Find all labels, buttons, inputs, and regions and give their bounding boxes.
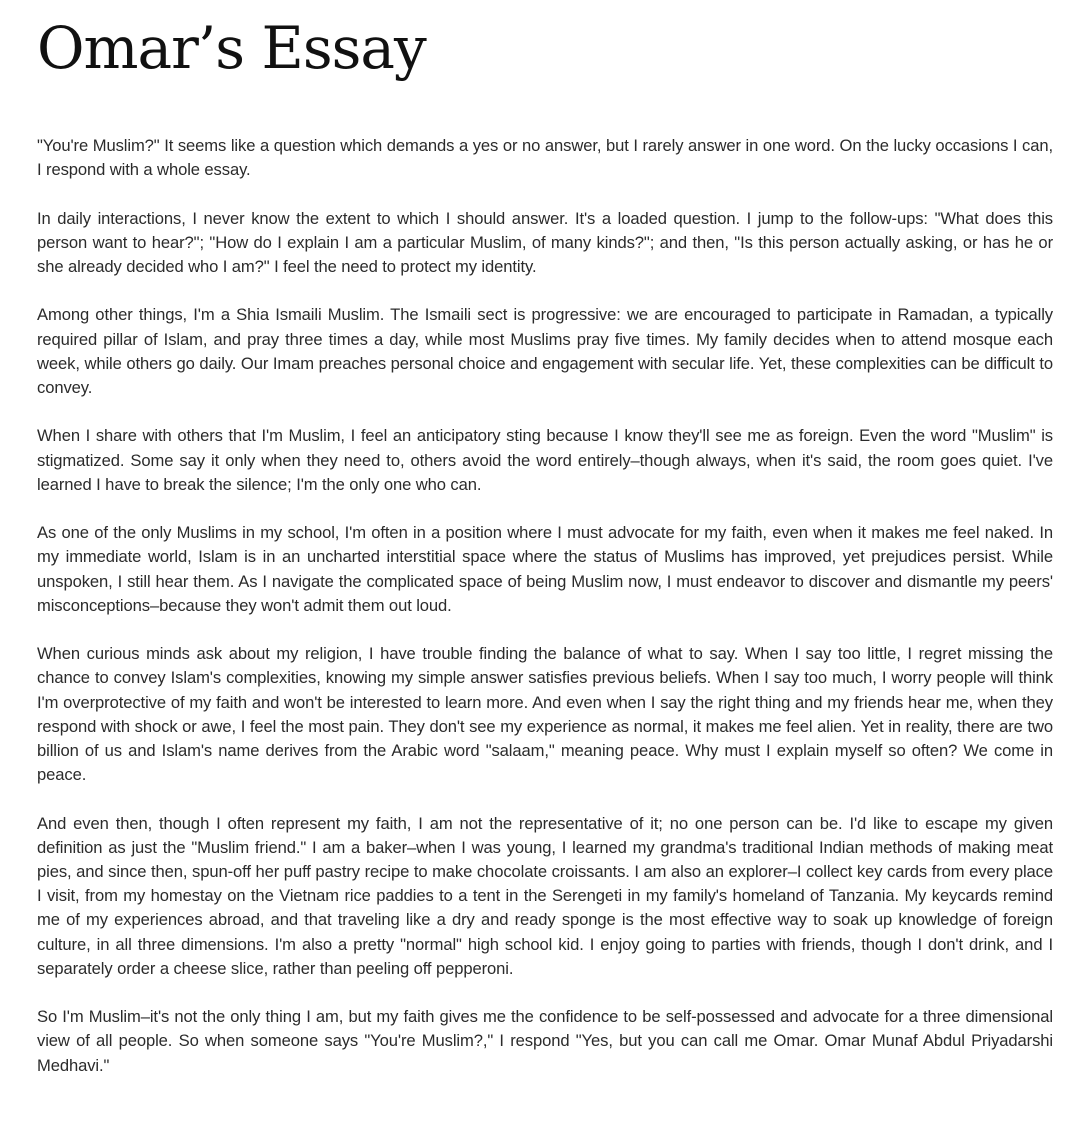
essay-paragraph-7: And even then, though I often represent my faith, I am not the representative of it; no one person can be. I'd like to escape my given definition as just the "Muslim friend." I am a baker–when I was young, I learned my grandma's traditional Indian methods of making meat pies, and since then, spun-off her puff pastry recipe to make chocolate croissants. I am also an explorer–I collect key cards from every place I visit, from my homestay on the Vietnam rice paddies to a tent in the Serengeti in my family's homeland of Tanzania. My keycards remind me of my experiences abroad, and that traveling like a dry and ready sponge is the most effective way to soak up knowledge of foreign culture, in all three dimensions. I'm also a pretty "normal" high school kid. I enjoy going to parties with friends, though I don't drink, and I separately order a cheese slice, rather than peeling off pepperoni. <box>37 813 1053 978</box>
essay-paragraph-8: So I'm Muslim–it's not the only thing I am, but my faith gives me the confidence to be self-possessed and advocate for a three dimensional view of all people. So when someone says "You're Muslim?," I respond "Yes, but you can call me Omar. Omar Munaf Abdul Priyadarshi Medhavi." <box>37 1007 1053 1075</box>
essay-paragraph-1: "You're Muslim?" It seems like a question which demands a yes or no answer, but I rarely answer in one word. On the lucky occasions I can, I respond with a whole essay. <box>37 136 1053 180</box>
essay-paragraph-5: As one of the only Muslims in my school, I'm often in a position where I must advocate for my faith, even when it makes me feel naked. In my immediate world, Islam is in an uncharted interstitial space where the status of Muslims has improved, yet prejudices persist. While unspoken, I still hear them. As I navigate the complicated space of being Muslim now, I must endeavor to discover and dismantle my peers' misconceptions–because they won't admit them out loud. <box>37 523 1053 615</box>
essay-paragraph-6: When curious minds ask about my religion, I have trouble finding the balance of what to say. When I say too little, I regret missing the chance to convey Islam's complexities, knowing my simple answer satisfies previous beliefs. When I say too much, I worry people will think I'm overprotective of my faith and won't be interested to learn more. And even when I say the right thing and my friends hear me, when they respond with shock or awe, I feel the most pain. They don't see my experience as normal, it makes me feel alien. Yet in reality, there are two billion of us and Islam's name derives from the Arabic word "salaam," meaning peace. Why must I explain myself so often? We come in peace. <box>37 644 1053 785</box>
essay-body <box>37 134 1053 1102</box>
essay-paragraph-3: Among other things, I'm a Shia Ismaili Muslim. The Ismaili sect is progressive: we are encouraged to participate in Ramadan, a typically required pillar of Islam, and pray three times a day, while most Muslims pray five times. My family decides when to attend mosque each week, while others go daily. Our Imam preaches personal choice and engagement with secular life. Yet, these complexities can be difficult to convey. <box>37 305 1053 397</box>
essay-paragraph-4: When I share with others that I'm Muslim, I feel an anticipatory sting because I know they'll see me as foreign. Even the word "Muslim" is stigmatized. Some say it only when they need to, others avoid the word entirely–though always, when it's said, the room goes quiet. I've learned I have to break the silence; I'm the only one who can. <box>37 426 1053 494</box>
essay-paragraph-2: In daily interactions, I never know the extent to which I should answer. It's a loaded question. I jump to the follow-ups: "What does this person want to hear?"; "How do I explain I am a particular Muslim, of many kinds?"; and then, "Is this person actually asking, or has he or she already decided who I am?" I feel the need to protect my identity. <box>37 208 1053 276</box>
page-title: Omar’s Essay <box>37 14 426 82</box>
